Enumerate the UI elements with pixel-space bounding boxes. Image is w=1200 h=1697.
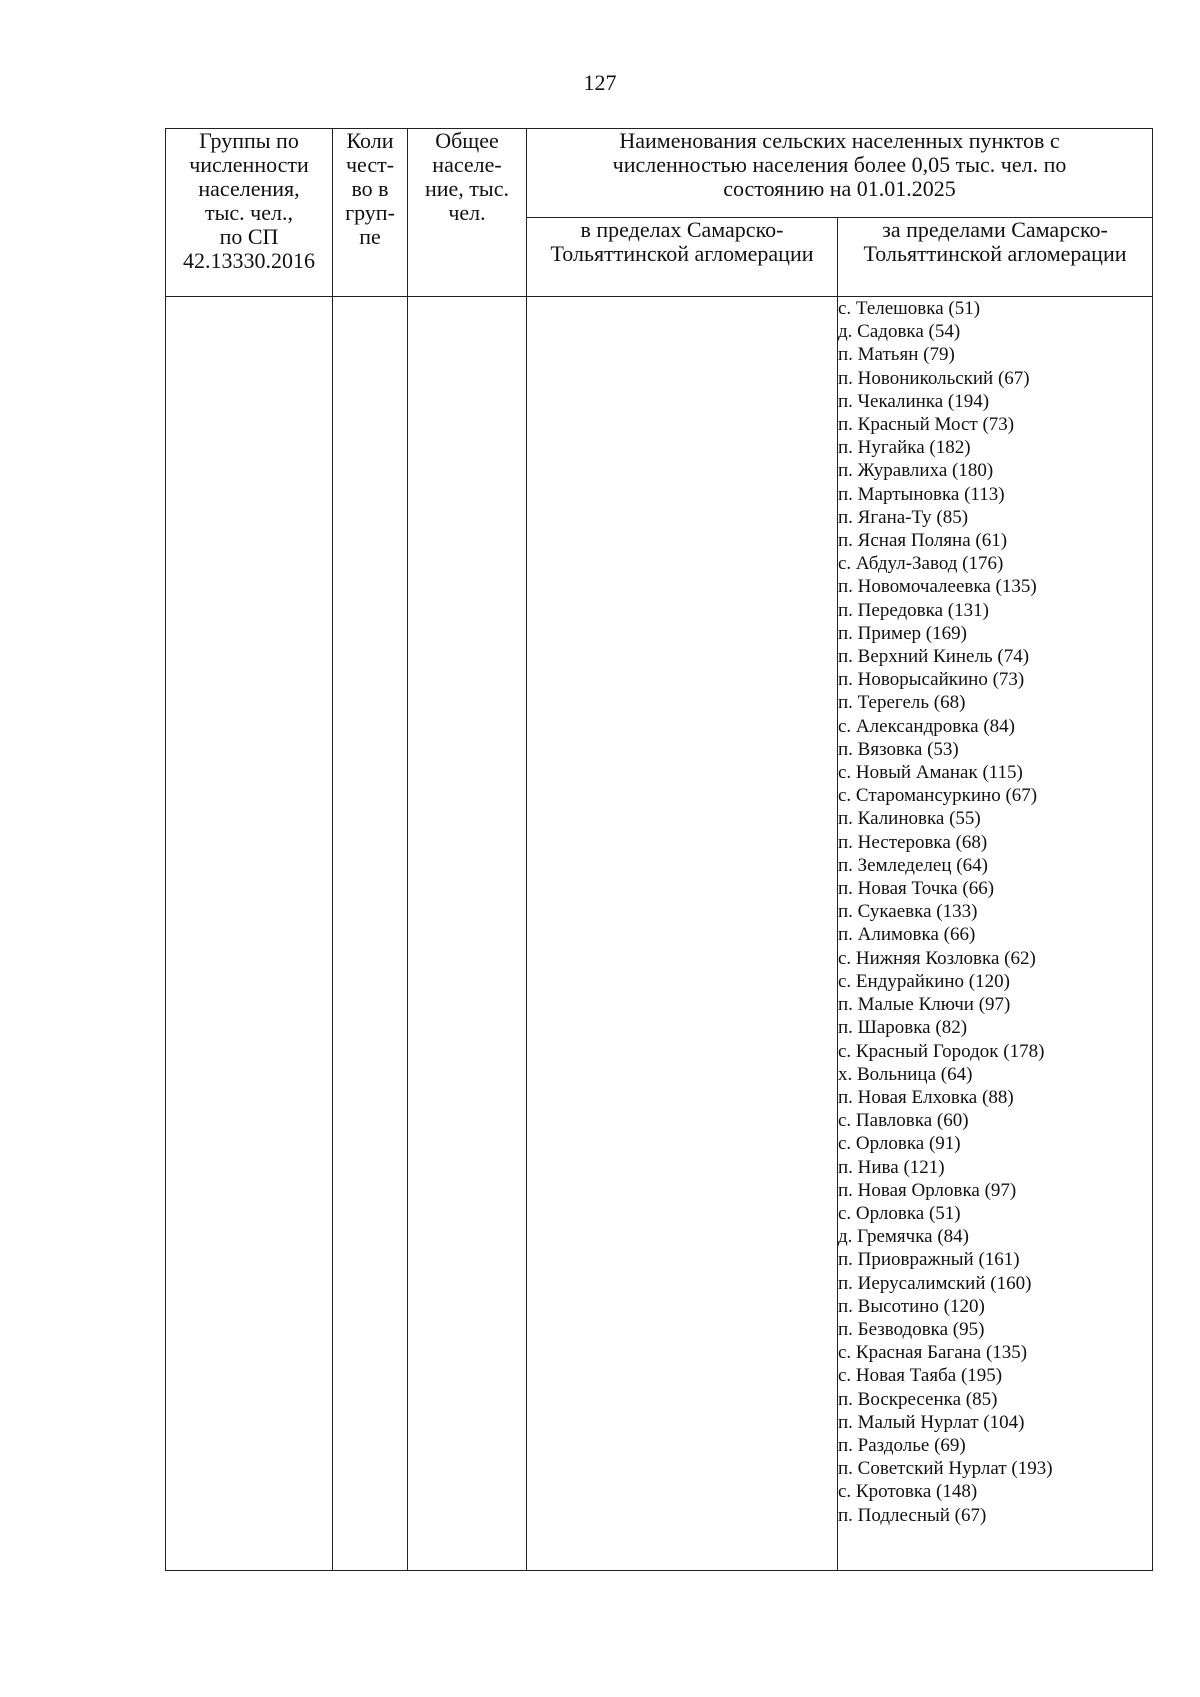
count-cell — [333, 297, 408, 1571]
list-item: п. Малый Нурлат (104) — [838, 1411, 1025, 1433]
header-line: населе- — [432, 152, 502, 177]
list-item: с. Старомансуркино (67) — [838, 785, 1038, 807]
list-item: п. Пример (169) — [838, 622, 967, 644]
list-item: д. Гремячка (84) — [838, 1226, 969, 1248]
header-line: Тольяттинской агломерации — [863, 241, 1127, 266]
list-item: п. Красный Мост (73) — [838, 414, 1015, 436]
list-item: п. Новая Орловка (97) — [838, 1179, 1017, 1201]
list-item: с. Орловка (51) — [838, 1202, 961, 1224]
header-total — [408, 129, 527, 297]
list-item: п. Новая Точка (66) — [838, 878, 995, 900]
list-item: с. Нижняя Козловка (62) — [838, 947, 1036, 969]
header-line: численности — [189, 152, 309, 177]
list-item: п. Терегель (68) — [838, 692, 966, 714]
list-item: п. Нестеровка (68) — [838, 831, 988, 853]
list-item: с. Павловка (60) — [838, 1110, 969, 1132]
list-item: п. Журавлиха (180) — [838, 460, 994, 482]
list-item: п. Шаровка (82) — [838, 1017, 968, 1039]
list-item: п. Новорысайкино (73) — [838, 669, 1025, 691]
list-item: п. Нугайка (182) — [838, 437, 971, 459]
header-line: пе — [359, 224, 381, 249]
table-row — [166, 297, 1153, 1571]
header-inside — [527, 218, 838, 297]
list-item: п. Воскресенка (85) — [838, 1388, 998, 1410]
list-item: п. Ясная Поляна (61) — [838, 530, 1008, 552]
group-cell — [166, 297, 333, 1571]
list-item: п. Мартыновка (113) — [838, 483, 1005, 505]
list-item: п. Новая Елховка (88) — [838, 1086, 1014, 1108]
header-line: груп- — [345, 200, 395, 225]
settlements-table — [165, 128, 1153, 1571]
list-item: п. Ягана-Ту (85) — [838, 506, 969, 528]
outside-cell — [838, 297, 1153, 1571]
settlement-list — [838, 297, 1152, 1527]
inside-cell — [527, 297, 838, 1571]
list-item: п. Иерусалимский (160) — [838, 1272, 1032, 1294]
list-item: с. Красная Багана (135) — [838, 1342, 1028, 1364]
header-line: чест- — [345, 152, 395, 177]
total-cell — [408, 297, 527, 1571]
header-line: в пределах Самарско- — [580, 217, 784, 242]
list-item: с. Кротовка (148) — [838, 1481, 978, 1503]
header-group — [166, 129, 333, 297]
list-item: п. Раздолье (69) — [838, 1434, 966, 1456]
header-line: по СП — [219, 224, 279, 249]
list-item: х. Вольница (64) — [838, 1063, 973, 1085]
list-item: с. Орловка (91) — [838, 1133, 961, 1155]
header-line: численностью населения более 0,05 тыс. чел. по — [612, 152, 1067, 177]
list-item: п. Сукаевка (133) — [838, 901, 978, 923]
header-names — [527, 129, 1153, 218]
list-item: п. Новоникольский (67) — [838, 367, 1030, 389]
header-line: Тольяттинской агломерации — [550, 241, 814, 266]
list-item: с. Новый Аманак (115) — [838, 762, 1023, 784]
header-line: во в — [351, 176, 389, 201]
list-item: п. Матьян (79) — [838, 344, 955, 366]
header-count — [333, 129, 408, 297]
list-item: п. Безводовка (95) — [838, 1318, 985, 1340]
list-item: с. Абдул-Завод (176) — [838, 553, 1004, 575]
list-item: п. Калиновка (55) — [838, 808, 981, 830]
list-item: с. Новая Таяба (195) — [838, 1365, 1003, 1387]
header-line: за пределами Самарско- — [882, 217, 1108, 242]
list-item: п. Малые Ключи (97) — [838, 994, 1011, 1016]
header-line: 42.13330.2016 — [183, 248, 315, 273]
list-item: с. Красный Городок (178) — [838, 1040, 1045, 1062]
header-line: состоянию на 01.01.2025 — [723, 176, 956, 201]
list-item: п. Высотино (120) — [838, 1295, 985, 1317]
list-item: п. Новомочалеевка (135) — [838, 576, 1037, 598]
list-item: д. Садовка (54) — [838, 321, 961, 343]
header-line: тыс. чел., — [205, 200, 293, 225]
list-item: п. Верхний Кинель (74) — [838, 646, 1030, 668]
header-line: чел. — [448, 200, 486, 225]
list-item: п. Нива (121) — [838, 1156, 945, 1178]
header-line: Коли — [346, 128, 394, 153]
list-item: с. Александровка (84) — [838, 715, 1016, 737]
list-item: п. Подлесный (67) — [838, 1504, 987, 1526]
header-line: Наименования сельских населенных пунктов с — [619, 128, 1060, 153]
list-item: п. Алимовка (66) — [838, 924, 976, 946]
list-item: п. Чекалинка (194) — [838, 390, 990, 412]
header-line: населения, — [198, 176, 300, 201]
list-item: п. Земледелец (64) — [838, 854, 988, 876]
list-item: с. Ендурайкино (120) — [838, 970, 1010, 992]
list-item: с. Телешовка (51) — [838, 298, 981, 319]
header-line: Общее — [435, 128, 499, 153]
list-item: п. Вязовка (53) — [838, 738, 959, 760]
list-item: п. Советский Нурлат (193) — [838, 1458, 1053, 1480]
page-number: 127 — [583, 70, 617, 95]
header-line: ние, тыс. — [425, 176, 509, 201]
header-line: Группы по — [199, 128, 299, 153]
header-outside — [838, 218, 1153, 297]
list-item: п. Передовка (131) — [838, 599, 989, 621]
header-row-top — [166, 129, 1153, 218]
list-item: п. Приовражный (161) — [838, 1249, 1020, 1271]
